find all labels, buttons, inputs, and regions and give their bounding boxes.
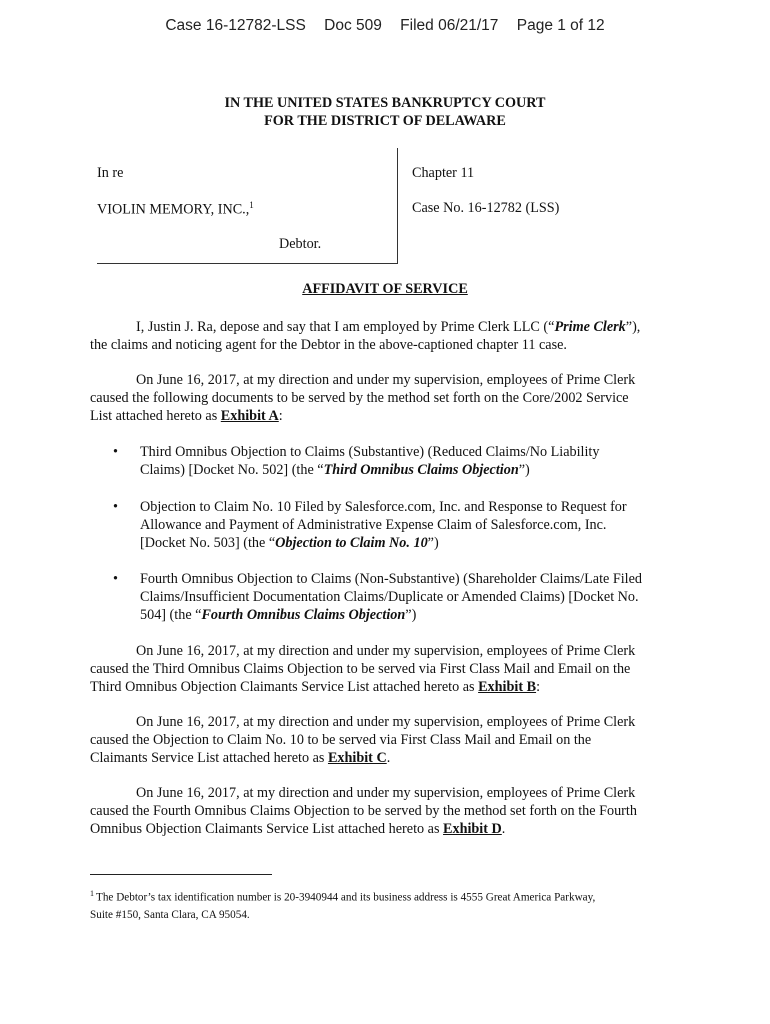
document-title: AFFIDAVIT OF SERVICE: [302, 281, 468, 297]
paragraph-4: On June 16, 2017, at my direction and under my supervision, employees of Prime Clerk caused the Objection to Claim No. 10 to be served via First Class Mail and Email on the Claimants Service List attached hereto as Exhibit C.: [90, 714, 636, 766]
debtor-name: [97, 200, 254, 219]
bullet-icon: •: [113, 499, 118, 515]
in-re: In re: [97, 165, 124, 181]
exhibit-b-ref: Exhibit B: [478, 679, 537, 695]
debtor-label: Debtor.: [279, 236, 322, 252]
exhibit-c-ref: Exhibit C: [327, 750, 387, 766]
chapter: Chapter 11: [412, 165, 475, 181]
exhibit-a-ref: Exhibit A: [220, 408, 279, 424]
case-caption-left: [97, 148, 398, 264]
case-no: Case No. 16-12782 (LSS): [412, 200, 560, 216]
p2-line-3: List attached hereto as Exhibit A:: [90, 408, 283, 424]
court-line-2: FOR THE DISTRICT OF DELAWARE: [264, 113, 506, 129]
footnote-ref: 1: [249, 200, 254, 210]
filed-date: Filed 06/21/17: [400, 17, 499, 34]
footnote: $^1$ The Debtor’s tax identification number is 20-3940944 and its business address is 4555 Great America Parkway, Suite #150, Santa Clara, CA 95054.: [90, 889, 596, 921]
p2-line-1: On June 16, 2017, at my direction and under my supervision, employees of Prime Clerk: [136, 372, 636, 388]
case-number: Case 16-12782-LSS: [165, 17, 306, 34]
page-header: [0, 17, 770, 35]
p1-line-1: I, Justin J. Ra, depose and say that I am employed by Prime Clerk LLC (“Prime Clerk”),: [136, 319, 641, 335]
court-heading: [0, 94, 770, 130]
p2-line-2: caused the following documents to be served by the method set forth on the Core/2002 Service: [90, 390, 629, 406]
court-line-1: IN THE UNITED STATES BANKRUPTCY COURT: [224, 95, 546, 111]
page-number: Page 1 of 12: [516, 17, 605, 34]
prime-clerk-term: Prime Clerk: [554, 319, 626, 335]
paragraph-1: [90, 318, 680, 354]
paragraph-3: On June 16, 2017, at my direction and under my supervision, employees of Prime Clerk caused the Third Omnibus Claims Objection to be served via First Class Mail and Email on the Third Omnibus Objection Claimants Service List attached hereto as Exhibit B:: [90, 643, 636, 695]
footnote-number: 1: [90, 889, 94, 898]
paragraph-2: [90, 371, 680, 425]
footnote-divider: [90, 874, 272, 875]
bullet-icon: •: [113, 571, 118, 587]
paragraph-5: On June 16, 2017, at my direction and under my supervision, employees of Prime Clerk caused the Fourth Omnibus Claims Objection to be served by the method set forth on the Fourth Omnibus Objection Claimants Service List attached hereto as Exhibit D.: [90, 785, 637, 837]
bullet-icon: •: [113, 444, 118, 460]
exhibit-d-ref: Exhibit D: [443, 821, 502, 837]
debtor-name-text: VIOLIN MEMORY, INC.,: [97, 201, 250, 218]
doc-number: Doc 509: [324, 17, 382, 34]
p1-line-2: the claims and noticing agent for the Debtor in the above-captioned chapter 11 case.: [90, 337, 567, 353]
